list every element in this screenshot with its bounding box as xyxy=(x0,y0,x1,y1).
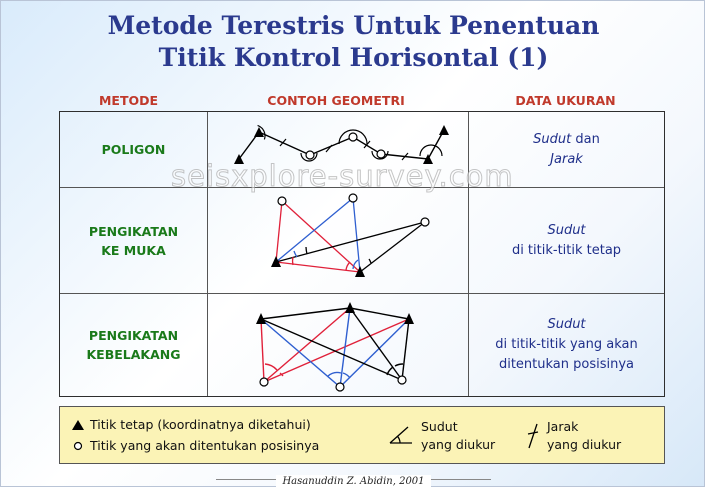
angle-icon xyxy=(388,424,414,446)
unknown-point-icon xyxy=(73,441,83,451)
legend-angle-line1: Sudut xyxy=(421,419,458,434)
title-line-2: Titik Kontrol Horisontal (1) xyxy=(158,43,549,72)
legend-unknown-text: Titik yang akan ditentukan posisinya xyxy=(90,438,320,453)
legend xyxy=(59,406,665,464)
method-label: KE MUKA xyxy=(101,242,166,258)
legend-fixed-text: Titik tetap (koordinatnya diketahui) xyxy=(90,417,311,432)
method-label: KEBELAKANG xyxy=(86,347,181,362)
header-data: DATA UKURAN xyxy=(515,93,616,108)
method-label: POLIGON xyxy=(101,142,166,157)
title-line-1: Metode Terestris Untuk Penentuan xyxy=(107,11,600,40)
watermark: seisxplore-survey.com xyxy=(171,159,514,193)
data-label-italic: Jarak xyxy=(550,151,583,167)
method-label: PENGIKATAN xyxy=(88,223,179,239)
footer xyxy=(1,469,705,489)
data-label: dan xyxy=(571,131,600,147)
data-label-italic: Sudut xyxy=(533,131,572,147)
legend-distance-line1: Jarak xyxy=(547,419,579,434)
data-label: di titik-titik yang akan xyxy=(495,337,638,352)
header-method: METODE xyxy=(98,93,159,108)
distance-icon xyxy=(526,422,540,450)
method-label: PENGIKATAN xyxy=(88,328,179,343)
data-label-italic: Sudut xyxy=(547,317,586,332)
legend-distance-line2: yang diukur xyxy=(547,437,622,452)
header-geometry: CONTOH GEOMETRI xyxy=(267,93,405,108)
fixed-point-marker xyxy=(345,302,355,313)
legend-angle-line2: yang diukur xyxy=(421,437,496,452)
footer-text: Hasanuddin Z. Abidin, 2001 xyxy=(276,475,430,489)
data-label-italic: Sudut xyxy=(547,222,586,238)
fixed-point-icon xyxy=(72,420,84,431)
data-label: ditentukan posisinya xyxy=(498,357,635,372)
data-label: di titik-titik tetap xyxy=(511,242,622,258)
